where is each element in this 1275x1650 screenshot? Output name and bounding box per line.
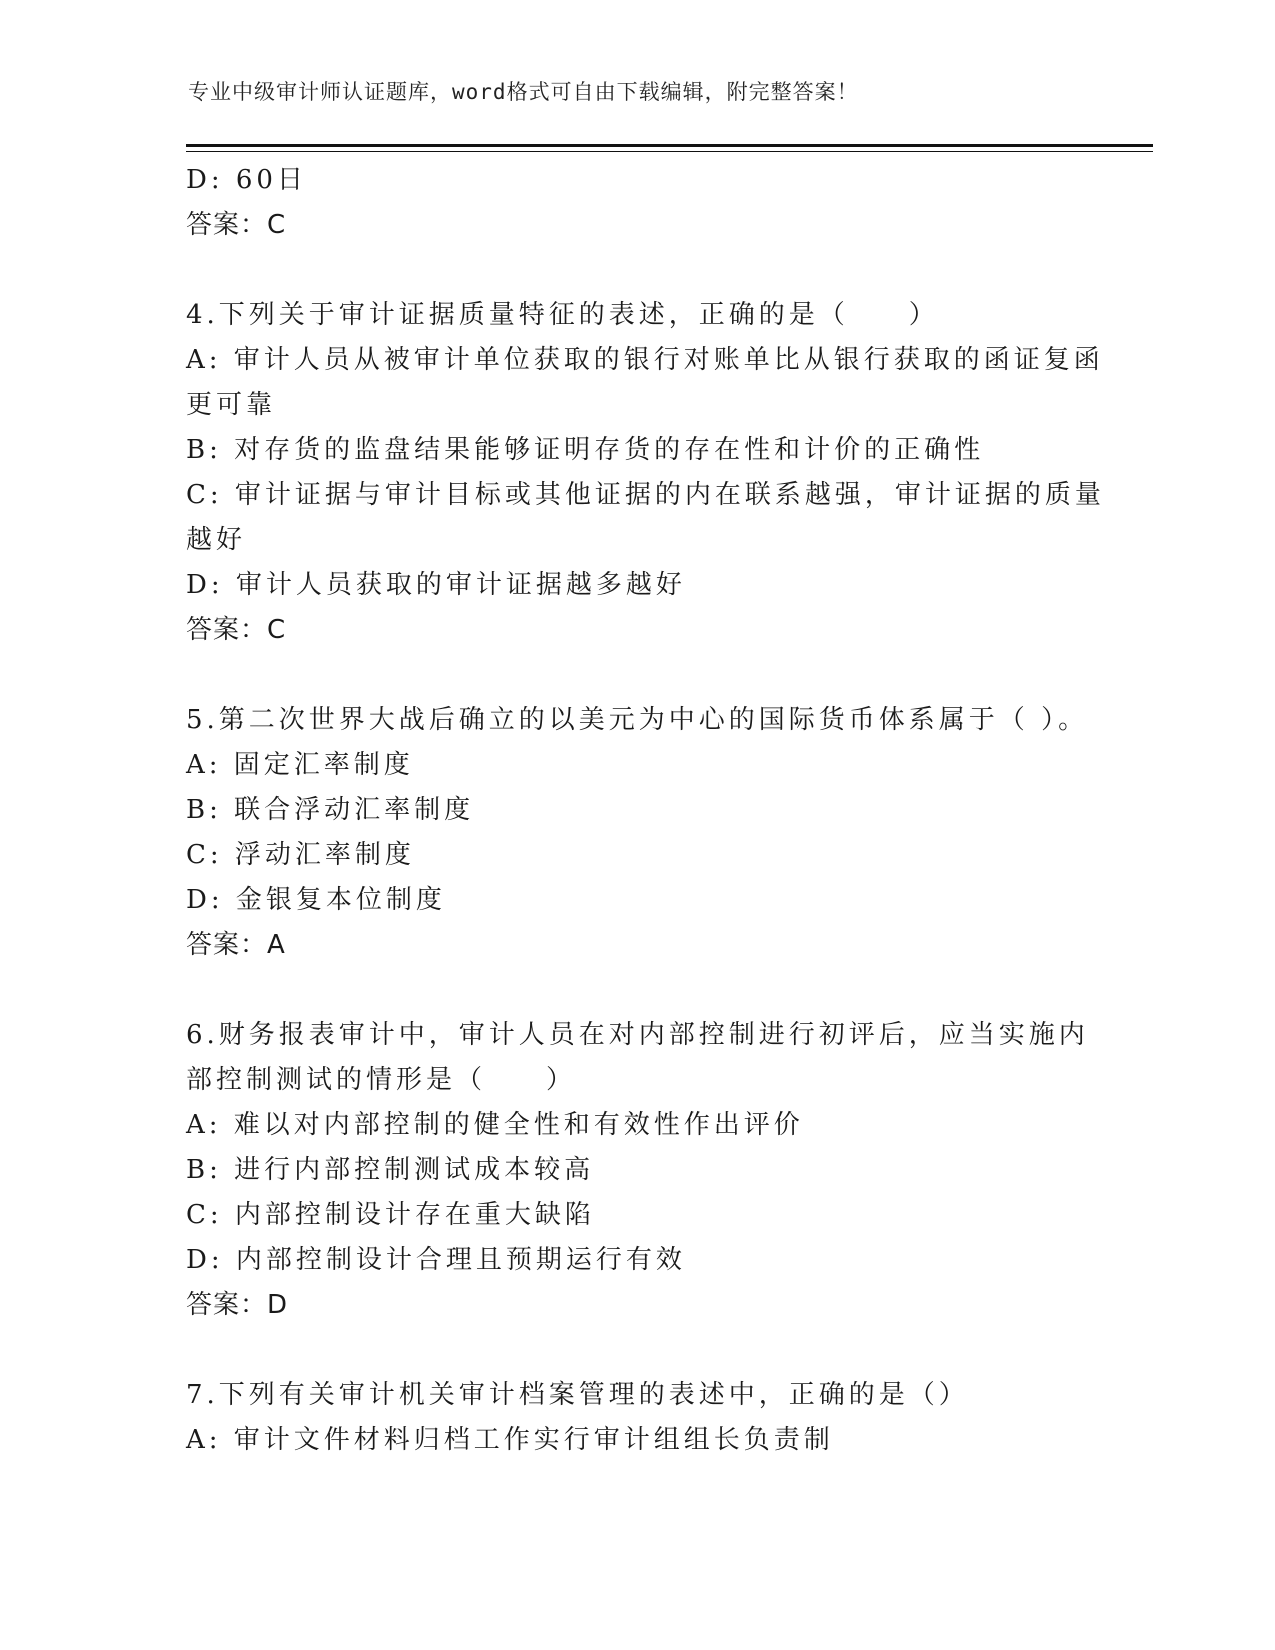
q3-answer: 答案：C — [186, 210, 287, 240]
spacer — [186, 1328, 1086, 1373]
header-rule-thin — [186, 151, 1153, 152]
q6-question-cont: 部控制测试的情形是（ ） — [186, 1065, 577, 1095]
q4-option-a-cont: 更可靠 — [186, 390, 277, 420]
q6-option-c: C: 内部控制设计存在重大缺陷 — [186, 1200, 595, 1230]
question-list — [186, 158, 1105, 1463]
spacer — [186, 653, 1086, 698]
q5-option-c: C: 浮动汇率制度 — [186, 840, 415, 870]
q6-option-d: D: 内部控制设计合理且预期运行有效 — [186, 1245, 686, 1275]
q6-option-a: A: 难以对内部控制的健全性和有效性作出评价 — [186, 1110, 804, 1140]
q7-option-a: A: 审计文件材料归档工作实行审计组组长负责制 — [186, 1425, 834, 1455]
q4-option-c-cont: 越好 — [186, 525, 247, 555]
q5-option-a: A: 固定汇率制度 — [186, 750, 414, 780]
q3-option-d: D: 60日 — [186, 165, 307, 195]
spacer — [186, 968, 1086, 1013]
q5-option-d: D: 金银复本位制度 — [186, 885, 446, 915]
page-header: 专业中级审计师认证题库，word格式可自由下载编辑，附完整答案！ — [188, 80, 859, 104]
q6-option-b: B: 进行内部控制测试成本较高 — [186, 1155, 595, 1185]
q4-option-c: C: 审计证据与审计目标或其他证据的内在联系越强，审计证据的质量 — [186, 480, 1105, 510]
q6-answer: 答案：D — [186, 1290, 289, 1320]
q4-question: 4.下列关于审计证据质量特征的表述，正确的是（ ） — [186, 300, 939, 330]
q6-question: 6.财务报表审计中，审计人员在对内部控制进行初评后，应当实施内 — [186, 1020, 1089, 1050]
q5-answer: 答案：A — [186, 930, 286, 960]
header-rule-thick — [186, 144, 1153, 147]
q4-answer: 答案：C — [186, 615, 287, 645]
q5-question: 5.第二次世界大战后确立的以美元为中心的国际货币体系属于（ ）。 — [186, 705, 1089, 735]
q5-option-b: B: 联合浮动汇率制度 — [186, 795, 475, 825]
q4-option-d: D: 审计人员获取的审计证据越多越好 — [186, 570, 686, 600]
q7-question: 7.下列有关审计机关审计档案管理的表述中，正确的是（） — [186, 1380, 969, 1410]
q4-option-a: A: 审计人员从被审计单位获取的银行对账单比从银行获取的函证复函 — [186, 345, 1104, 375]
spacer — [186, 248, 1086, 293]
q4-option-b: B: 对存货的监盘结果能够证明存货的存在性和计价的正确性 — [186, 435, 985, 465]
